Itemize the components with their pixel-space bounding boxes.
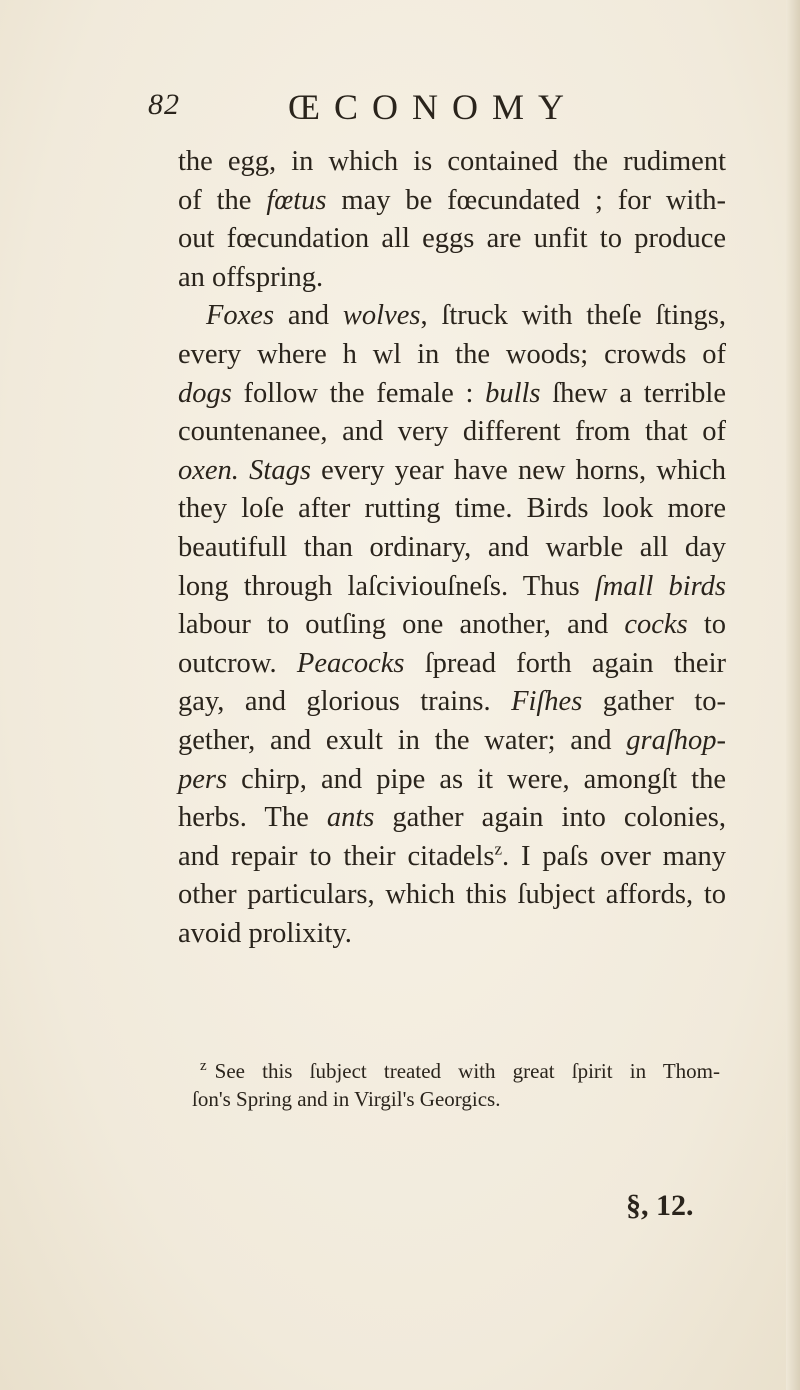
text-line: every where h wl in the woods; crowds of — [178, 338, 726, 370]
text-line: gether, and exult in the water; and graſhop- — [178, 724, 726, 756]
page-number: 82 — [148, 88, 180, 121]
text-line: outcrow. Peacocks ſpread forth again their — [178, 647, 726, 679]
text-line: labour to outſing one another, and cocks to — [178, 609, 726, 641]
running-head: ŒCONOMY — [288, 87, 579, 127]
footnote-line: ſon's Spring and in Virgil's Georgics. — [192, 1087, 501, 1111]
text-line: oxen. Stags every year have new horns, which — [178, 454, 727, 486]
text-line: gay, and glorious trains. Fiſhes gather to- — [178, 686, 726, 718]
text-line: herbs. The ants gather again into colonies, — [178, 802, 726, 834]
body-text — [178, 143, 726, 953]
text-line: avoid prolixity. — [178, 917, 352, 949]
text-line: dogs follow the female : bulls ſhew a terrible — [178, 377, 727, 409]
text-line: they loſe after rutting time. Birds look more — [178, 493, 726, 525]
footnote-reference: z — [494, 839, 503, 859]
text-line: beautifull than ordinary, and warble all day — [178, 531, 726, 563]
text-line: of the fœtus may be fœcundated ; for with- — [178, 184, 727, 216]
text-line: an offspring. — [178, 261, 324, 293]
text-line: countenanee, and very different from that of — [178, 416, 726, 448]
page-header — [148, 80, 708, 140]
footnote — [192, 1057, 720, 1113]
text-line: out fœcundation all eggs are unfit to produce — [178, 223, 726, 255]
footnote-line: $^z$ See this ſubject treated with great ſpirit in Thom- — [200, 1058, 720, 1083]
text-line: and repair to their citadels$^z$. I paſs over many — [178, 839, 726, 872]
text-line: long through laſciviouſneſs. Thus ſmall birds — [178, 570, 726, 602]
text-line: pers chirp, and pipe as it were, amongſt the — [178, 763, 726, 795]
footnote-marker: z — [200, 1058, 207, 1074]
page-gutter — [786, 0, 800, 1390]
text-line: Foxes and wolves, ſtruck with theſe ſtings, — [206, 300, 726, 332]
catchword: §, 12. — [626, 1189, 694, 1222]
text-line: the egg, in which is contained the rudiment — [178, 146, 726, 177]
text-line: other particulars, which this ſubject affords, to — [178, 879, 726, 911]
